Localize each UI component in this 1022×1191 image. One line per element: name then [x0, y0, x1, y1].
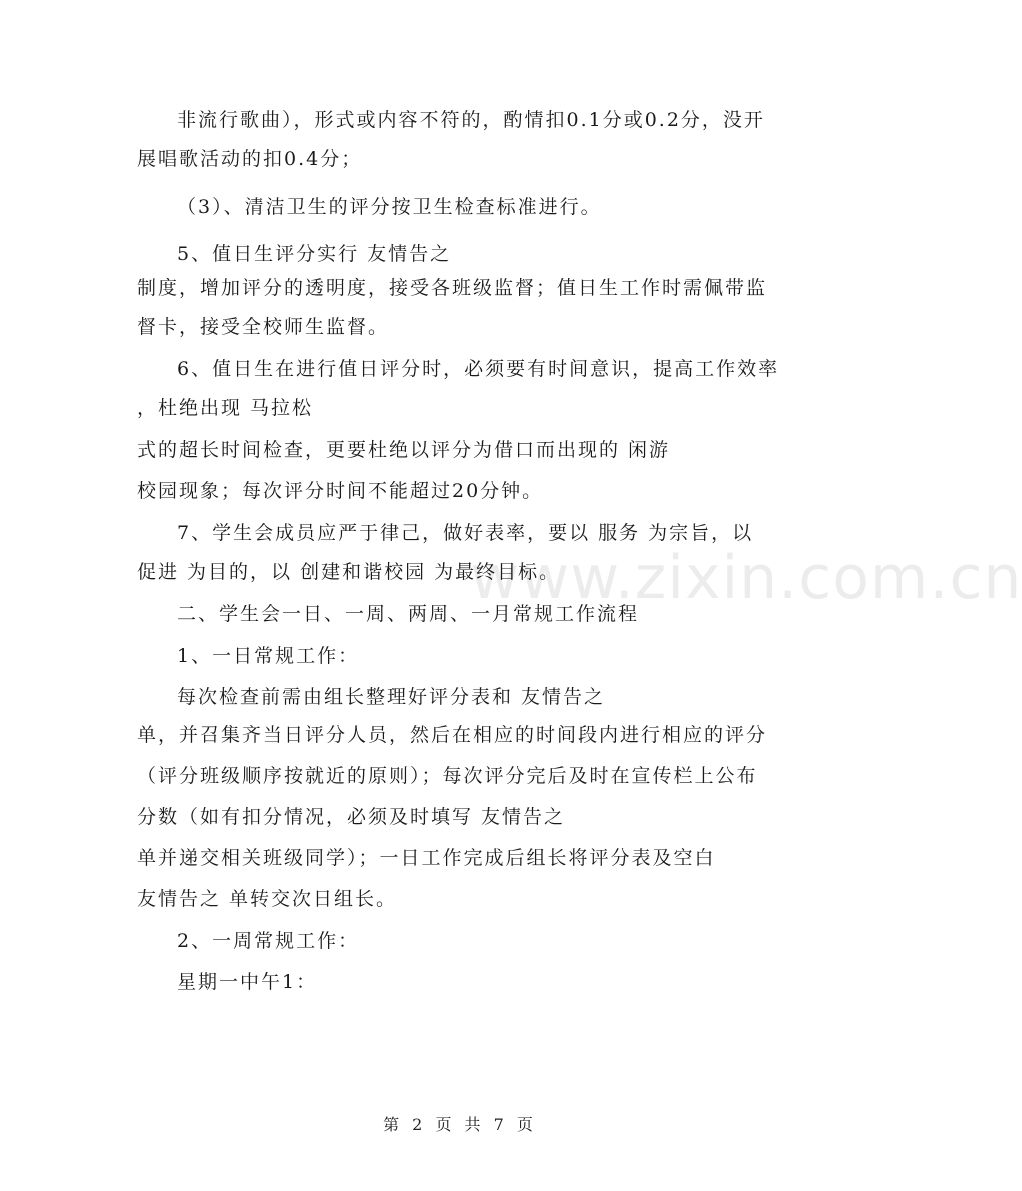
paragraph-line: 分数（如有扣分情况，必须及时填写 友情告之 — [137, 806, 566, 828]
paragraph-line: （评分班级顺序按就近的原则）；每次评分完后及时在宣传栏上公布 — [137, 765, 758, 787]
paragraph-line: 6、值日生在进行值日评分时，必须要有时间意识，提高工作效率 — [177, 358, 780, 380]
paragraph-line: 单，并召集齐当日评分人员，然后在相应的时间段内进行相应的评分 — [137, 724, 768, 746]
paragraph-line: 制度，增加评分的透明度，接受各班级监督；值日生工作时需佩带监 — [137, 277, 768, 299]
paragraph-line: （3）、清洁卫生的评分按卫生检查标准进行。 — [177, 196, 602, 218]
paragraph-line: 展唱歌活动的扣0.4分； — [137, 148, 363, 170]
paragraph-line: 每次检查前需由组长整理好评分表和 友情告之 — [177, 686, 606, 708]
subsection-heading: 2、一周常规工作： — [177, 930, 360, 952]
paragraph-line: 7、学生会成员应严于律己，做好表率，要以 服务 为宗旨，以 — [177, 522, 754, 544]
paragraph-line: 督卡，接受全校师生监督。 — [137, 316, 390, 338]
watermark: www.zixin.com.cn — [470, 543, 1022, 613]
paragraph-line: 非流行歌曲），形式或内容不符的，酌情扣0.1分或0.2分，没开 — [177, 109, 765, 131]
section-heading: 二、学生会一日、一周、两周、一月常规工作流程 — [177, 603, 640, 625]
paragraph-line: 友情告之 单转交次日组长。 — [137, 888, 398, 910]
paragraph-line: 促进 为目的，以 创建和谐校园 为最终目标。 — [137, 561, 561, 583]
paragraph-line: 校园现象；每次评分时间不能超过20分钟。 — [137, 480, 544, 502]
subsection-heading: 1、一日常规工作： — [177, 645, 360, 667]
paragraph-line: ，杜绝出现 马拉松 — [137, 397, 314, 419]
paragraph-line: 星期一中午1： — [177, 971, 318, 993]
paragraph-line: 单并递交相关班级同学）；一日工作完成后组长将评分表及空白 — [137, 847, 716, 869]
paragraph-line: 式的超长时间检查，更要杜绝以评分为借口而出现的 闲游 — [137, 439, 671, 461]
page-number: 第 2 页 共 7 页 — [383, 1115, 537, 1134]
paragraph-line: 5、值日生评分实行 友情告之 — [177, 243, 452, 265]
